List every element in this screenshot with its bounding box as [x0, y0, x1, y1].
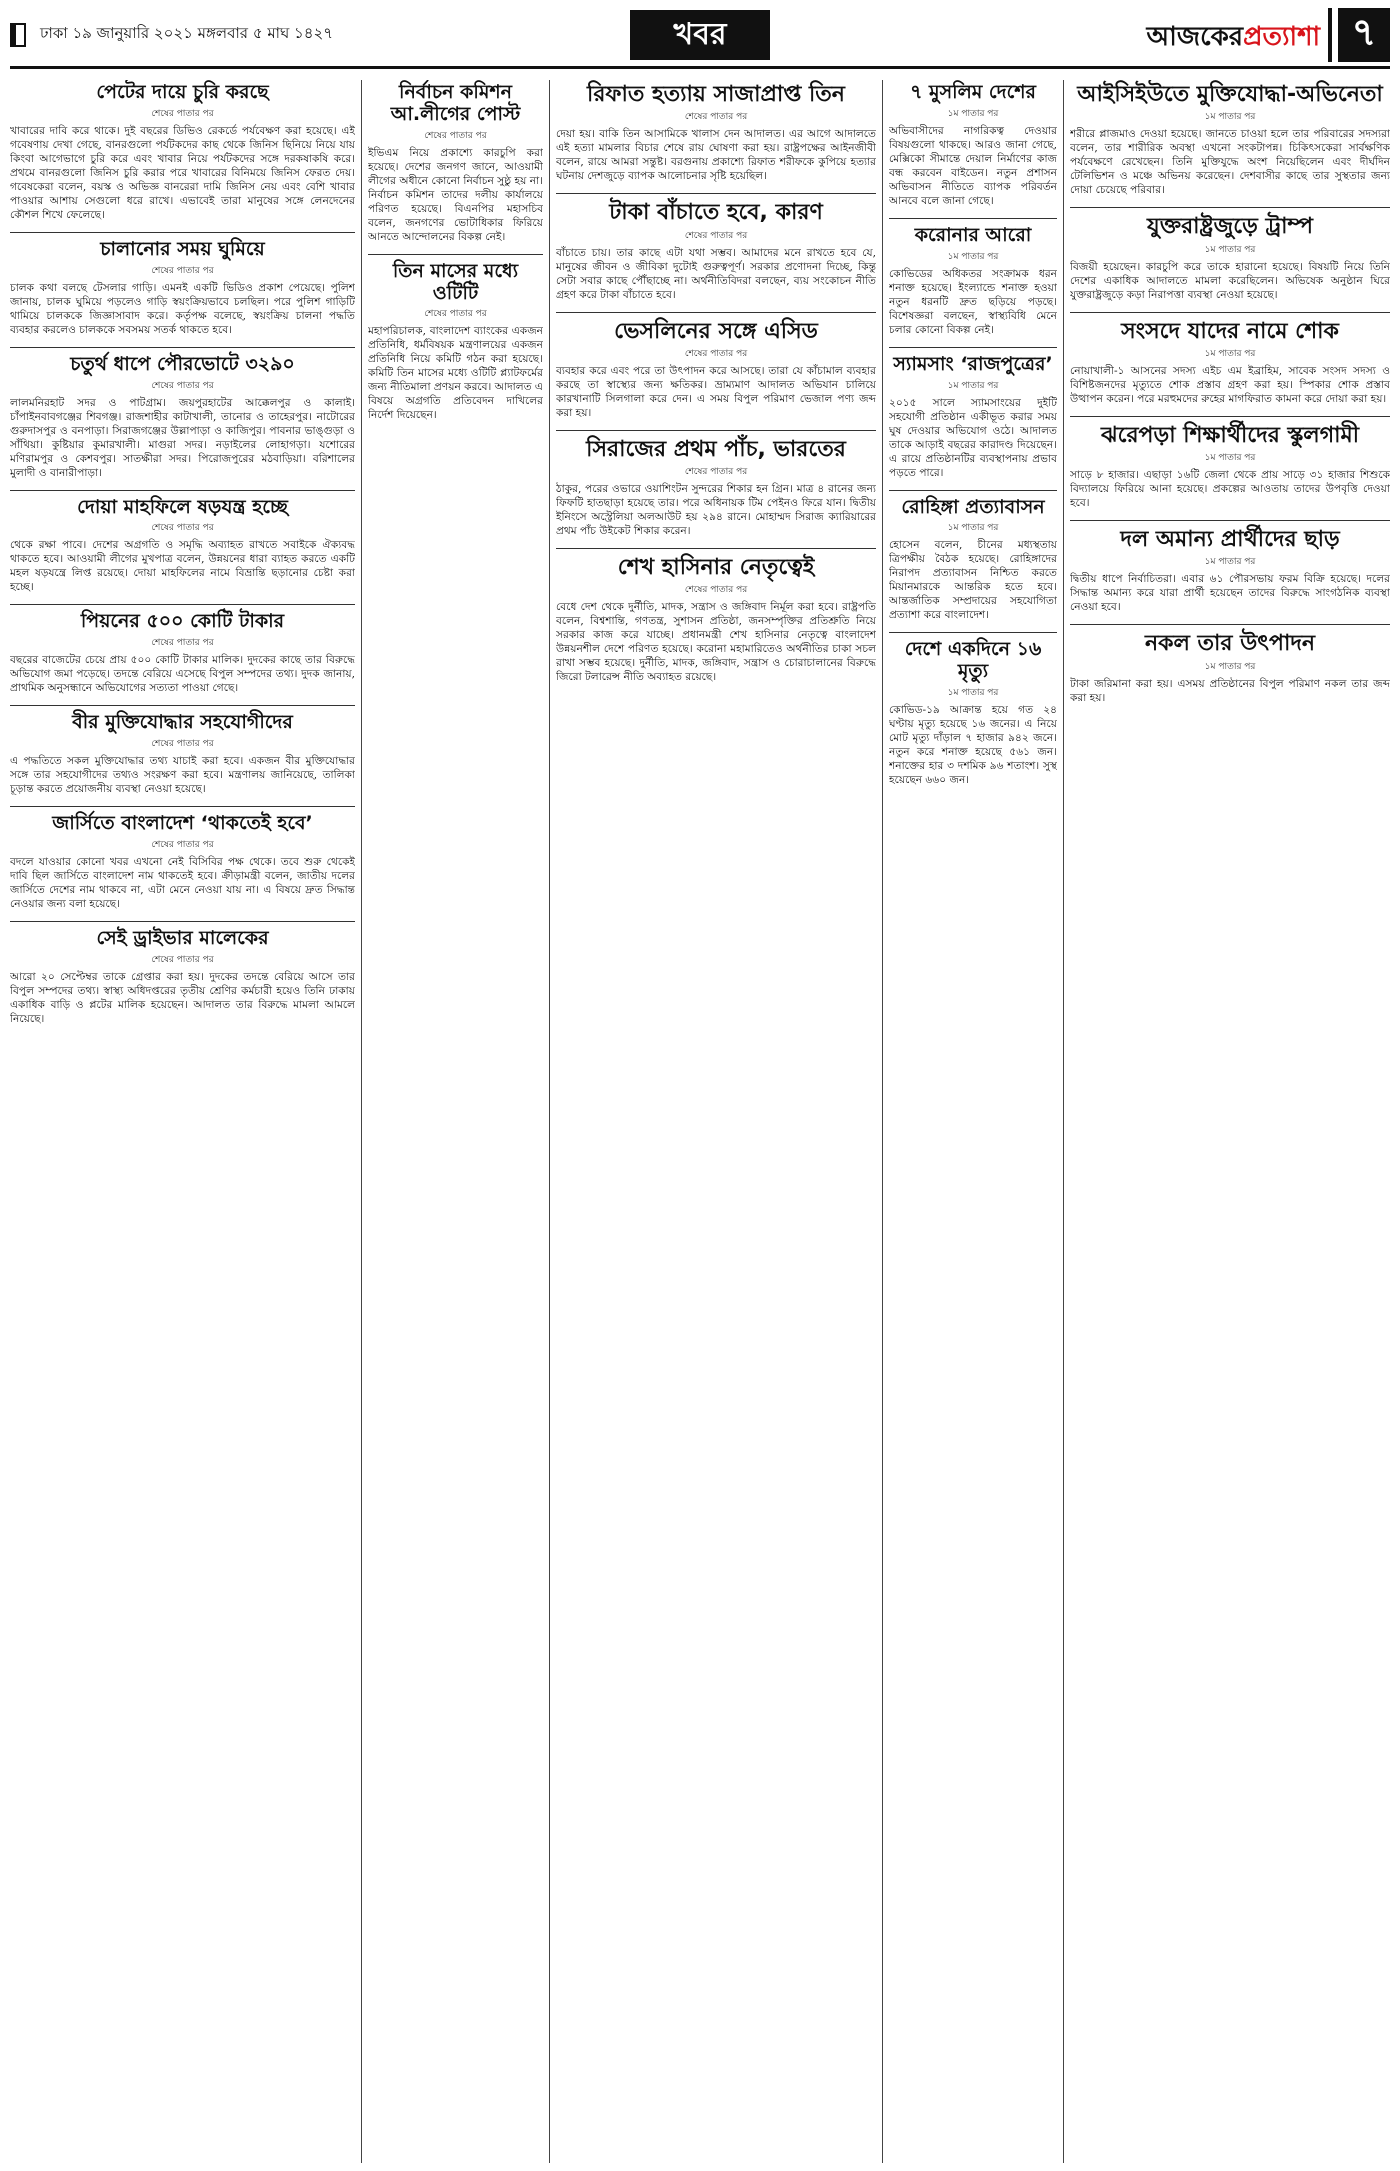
story-headline: পিয়নের ৫০০ কোটি টাকার [80, 610, 285, 633]
story-separator [889, 632, 1057, 633]
date-line: ঢাকা ১৯ জানুয়ারি ২০২১ মঙ্গলবার ৫ মাঘ ১৪২৭ [40, 24, 334, 42]
news-story [556, 82, 876, 183]
story-separator [889, 347, 1057, 348]
story-body: থেকে রক্ষা পাবে। দেশের অগ্রগতি ও সমৃদ্ধি অব্যাহত রাখতে সবাইকে ঐক্যবদ্ধ থাকতে হবে। আওয়ামী লীগের মুখপাত্র বলেন, উন্নয়নের ধারা ব্যাহত করতে একটি মহল ষড়যন্ত্রে লিপ্ত রয়েছে। দোয়া মাহফিলের নামে বিভ্রান্তি ছড়ানোর চেষ্টা করা হচ্ছে। [10, 539, 355, 594]
story-headline: চতুর্থ ধাপে পৌরভোটে ৩২৯০ [70, 352, 295, 375]
story-separator [1070, 624, 1390, 625]
story-body: কোভিড-১৯ আক্রান্ত হয়ে গত ২৪ ঘণ্টায় মৃত্যু হয়েছে ১৬ জনের। এ নিয়ে মোট মৃত্যু দাঁড়াল ৭ হাজার ৯৪২ জনে। নতুন করে শনাক্ত হয়েছে ৫৬১ জন। শনাক্তের হার ৩ দশমিক ৯৬ শতাংশ। সুস্থ হয়েছেন ৬৬০ জন। [889, 704, 1057, 787]
jump-label: ১ম পাতার পর [1204, 112, 1256, 123]
story-body: হোসেন বলেন, চীনের মধ্যস্থতায় ত্রিপক্ষীয় বৈঠক হয়েছে। রোহিঙ্গাদের নিরাপদ প্রত্যাবাসন নিশ্চিত করতে মিয়ানমারকে আন্তরিক হতে হবে। আন্তর্জাতিক সম্প্রদায়ের সহযোগিতা প্রত্যাশা করে বাংলাদেশ। [889, 539, 1057, 622]
story-separator [10, 490, 355, 491]
story-body: বাঁচাতে চায়। তার কাছে এটা যথা সম্ভব। আমাদের মনে রাখতে হবে যে, মানুষের জীবন ও জীবিকা দুটোই গুরুত্বপূর্ণ। সরকার প্রণোদনা দিচ্ছে, কিন্তু সেটা সবার কাছে পৌঁছাচ্ছে না। অর্থনীতিবিদরা বলছেন, ব্যয় সংকোচন নীতি গ্রহণ করে টাকা বাঁচাতে হবে। [556, 246, 876, 301]
story-separator [10, 705, 355, 706]
story-separator [1070, 416, 1390, 417]
jump-label: শেষের পাতার পর [151, 523, 214, 534]
story-headline: চালানোর সময় ঘুমিয়ে [100, 237, 265, 260]
newspaper-logo [1147, 16, 1320, 60]
jump-label: ১ম পাতার পর [1204, 661, 1256, 672]
story-headline: রিফাত হত্যায় সাজাপ্রাপ্ত তিন [587, 82, 845, 107]
news-story [10, 354, 355, 480]
story-headline: নকল তার উৎপাদন [1144, 631, 1316, 657]
story-headline: টাকা বাঁচাতে হবে, কারণ [609, 200, 823, 226]
story-headline: দল অমান্য প্রার্থীদের ছাড় [1120, 527, 1340, 553]
story-body: দেয়া হয়। বাকি তিন আসামিকে খালাস দেন আদালত। এর আগে আদালতে এই হত্যা মামলার বিচার শেষে রায় ঘোষণা করা হয়। রাষ্ট্রপক্ষের আইনজীবী বলেন, রায়ে আমরা সন্তুষ্ট। বরগুনায় প্রকাশ্যে রিফাত শরীফকে কুপিয়ে হত্যার ঘটনায় দেশজুড়ে ব্যাপক আলোচনার সৃষ্টি হয়েছিল। [556, 128, 876, 183]
story-body: ২০১৫ সালে স্যামসাংয়ের দুইটি সহযোগী প্রতিষ্ঠান একীভূত করার সময় ঘুষ দেওয়ার অভিযোগ ওঠে। আদালত তাকে আড়াই বছরের কারাদণ্ড দিয়েছেন। এ রায়ে প্রতিষ্ঠানটির ব্যবস্থাপনায় প্রভাব পড়তে পারে। [889, 396, 1057, 479]
jump-label: ১ম পাতার পর [1204, 244, 1256, 255]
news-story [1070, 82, 1390, 197]
logo-part-2: প্রত্যাশা [1243, 22, 1320, 52]
jump-label: শেষের পাতার পর [684, 112, 748, 123]
story-body: বদলে যাওয়ার কোনো খবর এখনো নেই বিসিবির পক্ষ থেকে। তবে শুরু থেকেই দাবি ছিল জার্সিতে বাংলাদেশ নাম থাকতেই হবে। ক্রীড়ামন্ত্রী বলেন, জাতীয় দলের জার্সিতে দেশের নাম থাকবে না, এটা মেনে নেওয়া যায় না। এ বিষয়ে দ্রুত সিদ্ধান্ত নেওয়ার জন্য বলা হয়েছে। [10, 855, 355, 910]
story-headline: ঝরেপড়া শিক্ষার্থীদের স্কুলগামী [1100, 422, 1360, 448]
story-headline: নির্বাচন কমিশন আ.লীগের পোস্ট [390, 81, 521, 125]
news-story [889, 639, 1057, 787]
masthead [10, 8, 1390, 69]
news-story [368, 82, 543, 244]
story-separator [10, 347, 355, 348]
masthead-divider [1328, 8, 1332, 62]
story-body: বেধে দেশ থেকে দুর্নীতি, মাদক, সন্ত্রাস ও জঙ্গিবাদ নির্মূল করা হবে। রাষ্ট্রপতি বলেন, বিশ্বশান্তি, গণতন্ত্র, সুশাসন প্রতিষ্ঠা, জনসম্পৃক্তির প্রতিশ্রুতি নিয়ে সরকার কাজ করে যাচ্ছে। প্রধানমন্ত্রী শেখ হাসিনার নেতৃত্বে বাংলাদেশ উন্নয়নশীল দেশে পরিণত হয়েছে। করোনা মহামারিতেও অর্থনীতির চাকা সচল রাখা সম্ভব হয়েছে। দুর্নীতি, মাদক, জঙ্গিবাদ, সন্ত্রাস ও চোরাচালানের বিরুদ্ধে জিরো টলারেন্স নীতি অব্যাহত রয়েছে। [556, 601, 876, 684]
story-body: কোভিডের অধিকতর সংক্রামক ধরন শনাক্ত হয়েছে। ইংল্যান্ডে শনাক্ত হওয়া নতুন ধরনটি দ্রুত ছড়িয়ে পড়ছে। বিশেষজ্ঞরা বলছেন, স্বাস্থ্যবিধি মেনে চলার কোনো বিকল্প নেই। [889, 267, 1057, 336]
story-body: ইভিএম নিয়ে প্রকাশ্যে কারচুপি করা হয়েছে। দেশের জনগণ জানে, আওয়ামী লীগের অধীনে কোনো নির্বাচন সুষ্ঠু হয় না। নির্বাচন কমিশন তাদের দলীয় কার্যালয়ে পরিণত হয়েছে। বিএনপির মহাসচিব বলেন, জনগণের ভোটাধিকার ফিরিয়ে আনতে আন্দোলনের বিকল্প নেই। [368, 146, 543, 243]
story-headline: বীর মুক্তিযোদ্ধার সহযোগীদের [72, 711, 293, 734]
story-body: টাকা জরিমানা করা হয়। এসময় প্রতিষ্ঠানের বিপুল পরিমাণ নকল তার জব্দ করা হয়। [1070, 677, 1390, 704]
story-separator [889, 490, 1057, 491]
column-5 [1070, 80, 1390, 2163]
jump-label: শেষের পাতার পর [151, 108, 214, 119]
story-separator [10, 806, 355, 807]
story-body: ব্যবহার করে এবং পরে তা উৎপাদন করে আসছে। তারা যে কাঁচামাল ব্যবহার করছে তা স্বাস্থ্যের জন্য ক্ষতিকর। ভ্রাম্যমাণ আদালত অভিযান চালিয়ে কারখানাটি সিলগালা করে দেন। এ সময় বিপুল পরিমাণ ভেজাল পণ্য জব্দ করা হয়। [556, 364, 876, 419]
column-rule [1063, 80, 1064, 2163]
jump-label: ১ম পাতার পর [947, 523, 999, 534]
story-headline: দোয়া মাহফিলে ষড়যন্ত্র হচ্ছে [77, 495, 288, 518]
story-separator [556, 312, 876, 313]
news-story [10, 928, 355, 1026]
story-headline: যুক্তরাষ্ট্রজুড়ে ট্রাম্প [1147, 214, 1313, 240]
story-headline: রোহিঙ্গা প্রত্যাবাসন [901, 495, 1045, 518]
news-story [889, 497, 1057, 623]
news-story [10, 497, 355, 595]
news-story [1070, 631, 1390, 704]
column-4 [889, 80, 1057, 2163]
story-body: বিজয়ী হয়েছেন। কারচুপি করে তাকে হারানো হয়েছে। বিষয়টি নিয়ে তিনি দেশের একাধিক আদালতে মামলা করেছিলেন। অভিষেক অনুষ্ঠান ঘিরে যুক্তরাষ্ট্রজুড়ে কড়া নিরাপত্তা ব্যবস্থা নেওয়া হয়েছে। [1070, 260, 1390, 301]
story-separator [1070, 520, 1390, 521]
news-story [1070, 214, 1390, 301]
column-rule [549, 80, 550, 2163]
story-body: চালক কথা বলছে টেসলার গাড়ি। এমনই একটি ভিডিও প্রকাশ পেয়েছে। পুলিশ জানায়, চালক ঘুমিয়ে পড়লেও গাড়ি স্বয়ংক্রিয়ভাবে চলছিল। পরে পুলিশ গাড়িটি থামিয়ে চালককে জিজ্ঞাসাবাদ করে। কর্তৃপক্ষ বলেছে, স্বয়ংক্রিয় চালনা পদ্ধতি ব্যবহার করলেও চালককে সবসময় সতর্ক থাকতে হবে। [10, 281, 355, 336]
story-body: মহাপরিচালক, বাংলাদেশ ব্যাংকের একজন প্রতিনিধি, ধর্মবিষয়ক মন্ত্রণালয়ের একজন প্রতিনিধি নিয়ে কমিটি গঠন করা হয়েছে। কমিটি তিন মাসের মধ্যে ওটিটি প্ল্যাটফর্মের জন্য নীতিমালা প্রণয়ন করবে। আদালত এ বিষয়ে অগ্রগতি প্রতিবেদন দাখিলের নির্দেশ দিয়েছেন। [368, 325, 543, 422]
jump-label: ১ম পাতার পর [1204, 453, 1256, 464]
column-2 [368, 80, 543, 2163]
column-1 [10, 80, 355, 2163]
jump-label: ১ম পাতার পর [1204, 348, 1256, 359]
story-headline: সেই ড্রাইভার মালেকের [96, 926, 269, 949]
story-body: ঠাকুর, পরের ওভারে ওয়াশিংটন সুন্দরের শিকার হন গ্রিন। মাত্র ৪ রানের জন্য ফিফটি হাতছাড়া হয়েছে তার। পরে অধিনায়ক টিম পেইনও ফিরে যান। দ্বিতীয় ইনিংসে অস্ট্রেলিয়া অলআউট হয় ২৯৪ রানে। মোহাম্মদ সিরাজ ক্যারিয়ারের প্রথম পাঁচ উইকেট শিকার করেন। [556, 483, 876, 538]
story-separator [889, 218, 1057, 219]
story-headline: জার্সিতে বাংলাদেশ ‘থাকতেই হবে’ [52, 812, 313, 835]
news-story [1070, 527, 1390, 614]
story-headline: ৭ মুসলিম দেশের [910, 81, 1036, 103]
story-headline: সংসদে যাদের নামে শোক [1121, 318, 1339, 344]
news-story [556, 200, 876, 301]
story-body: দ্বিতীয় ধাপে নির্বাচিতরা। এবার ৬১ পৌরসভায় ফরম বিক্রি হয়েছে। দলের সিদ্ধান্ত অমান্য করে যারা প্রার্থী হয়েছেন তাদের বিরুদ্ধে সাংগঠনিক ব্যবস্থা নেওয়া হবে। [1070, 573, 1390, 614]
jump-label: ১ম পাতার পর [1204, 557, 1256, 568]
story-separator [1070, 312, 1390, 313]
news-story [556, 319, 876, 420]
page-corner-mark [10, 23, 26, 47]
masthead-left [10, 22, 333, 47]
story-headline: দেশে একদিনে ১৬ মৃত্যু [904, 638, 1042, 683]
jump-label: ১ম পাতার পর [947, 688, 999, 699]
jump-label: শেষের পাতার পর [424, 309, 487, 320]
news-story [889, 354, 1057, 480]
jump-label: শেষের পাতার পর [151, 265, 214, 276]
story-body: শরীরে প্লাজমাও দেওয়া হয়েছে। জানতে চাওয়া হলে তার পরিবারের সদস্যরা বলেন, তার শারীরিক অবস্থা এখনো সংকটাপন্ন। চিকিৎসকেরা সার্বক্ষণিক পর্যবেক্ষণে রেখেছেন। তিনি মুক্তিযুদ্ধে অংশ নিয়েছিলেন এবং দীর্ঘদিন টেলিভিশন ও মঞ্চে অভিনয় করেছেন। দেশবাসীর কাছে তার সুস্থতার জন্য দোয়া চেয়েছে পরিবার। [1070, 128, 1390, 197]
news-story [10, 712, 355, 796]
story-separator [10, 604, 355, 605]
jump-label: ১ম পাতার পর [947, 108, 999, 119]
story-separator [10, 232, 355, 233]
story-body: এ পদ্ধতিতে সকল মুক্তিযোদ্ধার তথ্য যাচাই করা হবে। একজন বীর মুক্তিযোদ্ধার সঙ্গে তার সহযোগীদের তথ্যও সংরক্ষণ করা হবে। মন্ত্রণালয় জানিয়েছে, তালিকা চূড়ান্ত করতে প্রয়োজনীয় ব্যবস্থা নেওয়া হয়েছে। [10, 755, 355, 796]
jump-label: শেষের পাতার পর [151, 839, 214, 850]
logo-part-1: আজকের [1146, 22, 1244, 52]
story-headline: পেটের দায়ে চুরি করছে [96, 81, 269, 103]
story-separator [556, 548, 876, 549]
column-rule [882, 80, 883, 2163]
story-body: খাবারের দাবি করে থাকে। দুই বছরের ডিভিও রেকর্ডে পর্যবেক্ষণ করা হয়েছে। এই গবেষণায় দেখা গেছে, বানরগুলো পর্যটকদের কাছ থেকে জিনিস ছিনিয়ে নিয়ে যায় কিংবা আগেভাগে চুরি করে এবং খাবার নিয়ে পর্যটকদের সঙ্গে দরকষাকষি করে। প্রথমে বানরগুলো জিনিস চুরি করার পরে খাবারের বিনিময়ে জিনিস ফেরত দেয়। গবেষকেরা বলেন, বয়স্ক ও অভিজ্ঞ বানরেরা দামি জিনিস নেয় এবং বেশি খাবার পাওয়ার আশায় সেগুলো ধরে রাখে। এভাবেই তারা মানুষের সঙ্গে লেনদেনের কৌশল শিখে ফেলেছে। [10, 124, 355, 221]
news-story [10, 239, 355, 337]
story-body: বছরের বাজেটের চেয়ে প্রায় ৫০০ কোটি টাকার মালিক। দুদকের কাছে তার বিরুদ্ধে অভিযোগ জমা পড়েছে। তদন্তে বেরিয়ে এসেছে বিপুল সম্পদের তথ্য। দুদক জানায়, প্রাথমিক অনুসন্ধানে অভিযোগের সত্যতা পাওয়া গেছে। [10, 654, 355, 695]
story-separator [556, 193, 876, 194]
news-story [1070, 423, 1390, 510]
news-story [10, 611, 355, 695]
story-body: নোয়াখালী-১ আসনের সদস্য এইচ এম ইব্রাহিম, সাবেক সংসদ সদস্য ও বিশিষ্টজনদের মৃত্যুতে শোক প্রস্তাব গ্রহণ করা হয়। স্পিকার শোক প্রস্তাব উত্থাপন করেন। পরে মরহুমদের রুহের মাগফিরাত কামনা করে দোয়া করা হয়। [1070, 364, 1390, 405]
story-body: আরো ২০ সেপ্টেম্বর তাকে গ্রেপ্তার করা হয়। দুদকের তদন্তে বেরিয়ে আসে তার বিপুল সম্পদের তথ্য। স্বাস্থ্য অধিদপ্তরের তৃতীয় শ্রেণির কর্মচারী হয়েও তিনি ঢাকায় একাধিক বাড়ি ও প্লটের মালিক হয়েছেন। আদালত তার বিরুদ্ধে মামলা আমলে নিয়েছে। [10, 970, 355, 1025]
news-story [10, 813, 355, 911]
story-headline: করোনার আরো [914, 223, 1032, 246]
column-3 [556, 80, 876, 2163]
jump-label: শেষের পাতার পর [151, 638, 214, 649]
jump-label: শেষের পাতার পর [151, 739, 214, 750]
news-story [1070, 319, 1390, 406]
column-rule [361, 80, 362, 2163]
story-separator [10, 921, 355, 922]
page-number: ৭ [1338, 8, 1390, 62]
story-body: লালমনিরহাট সদর ও পাটগ্রাম। জয়পুরহাটের আক্কেলপুর ও কালাই। চাঁপাইনবাবগঞ্জের শিবগঞ্জ। রাজশাহীর কাটাখালী, তানোর ও তাহেরপুর। নাটোরের গুরুদাসপুর ও বনপাড়া। সিরাজগঞ্জের উল্লাপাড়া ও কাজিপুর। পাবনার ভাঙ্গুড়া ও সাঁথিয়া। কুষ্টিয়ার কুমারখালী। মাগুরা সদর। নড়াইলের লোহাগড়া। যশোরের মণিরামপুর ও কেশবপুর। সাতক্ষীরা সদর। পিরোজপুরের মঠবাড়িয়া। বরিশালের মুলাদী ও বানারীপাড়া। [10, 396, 355, 479]
jump-label: শেষের পাতার পর [684, 467, 748, 478]
story-separator [368, 254, 543, 255]
story-headline: শেখ হাসিনার নেতৃত্বেই [617, 555, 815, 581]
story-headline: তিন মাসের মধ্যে ওটিটি [392, 259, 519, 304]
news-story [889, 82, 1057, 208]
section-title: খবর [630, 10, 770, 60]
jump-label: শেষের পাতার পর [424, 130, 487, 141]
story-body: সাড়ে ৮ হাজার। এছাড়া ১৬টি জেলা থেকে প্রায় সাড়ে ৩১ হাজার শিশুকে বিদ্যালয়ে ফিরিয়ে আনা হয়েছে। প্রকল্পের আওতায় তাদের উপবৃত্তি দেওয়া হবে। [1070, 469, 1390, 510]
news-story [10, 82, 355, 222]
jump-label: শেষের পাতার পর [684, 230, 748, 241]
story-headline: আইসিইউতে মুক্তিযোদ্ধা-অভিনেতা [1077, 82, 1383, 107]
jump-label: শেষের পাতার পর [684, 585, 748, 596]
story-headline: স্যামসাং ‘রাজপুত্রের’ [893, 352, 1053, 375]
story-separator [556, 430, 876, 431]
story-separator [1070, 207, 1390, 208]
jump-label: ১ম পাতার পর [947, 251, 999, 262]
news-story [556, 555, 876, 684]
story-headline: ভেসলিনের সঙ্গে এসিড [614, 318, 818, 344]
jump-label: শেষের পাতার পর [151, 380, 214, 391]
jump-label: শেষের পাতার পর [684, 348, 748, 359]
story-body: অভিবাসীদের নাগরিকত্ব দেওয়ার বিষয়গুলো থাকছে। আরও জানা গেছে, মেক্সিকো সীমান্তে দেয়াল নির্মাণের কাজ বন্ধ করবেন বাইডেন। নতুন প্রশাসন অভিবাসন নীতিতে ব্যাপক পরিবর্তন আনবে বলে জানা গেছে। [889, 124, 1057, 207]
jump-label: শেষের পাতার পর [151, 954, 214, 965]
jump-label: ১ম পাতার পর [947, 380, 999, 391]
news-story [889, 225, 1057, 337]
news-story [368, 261, 543, 423]
news-story [556, 437, 876, 538]
story-headline: সিরাজের প্রথম পাঁচ, ভারতের [586, 436, 846, 462]
